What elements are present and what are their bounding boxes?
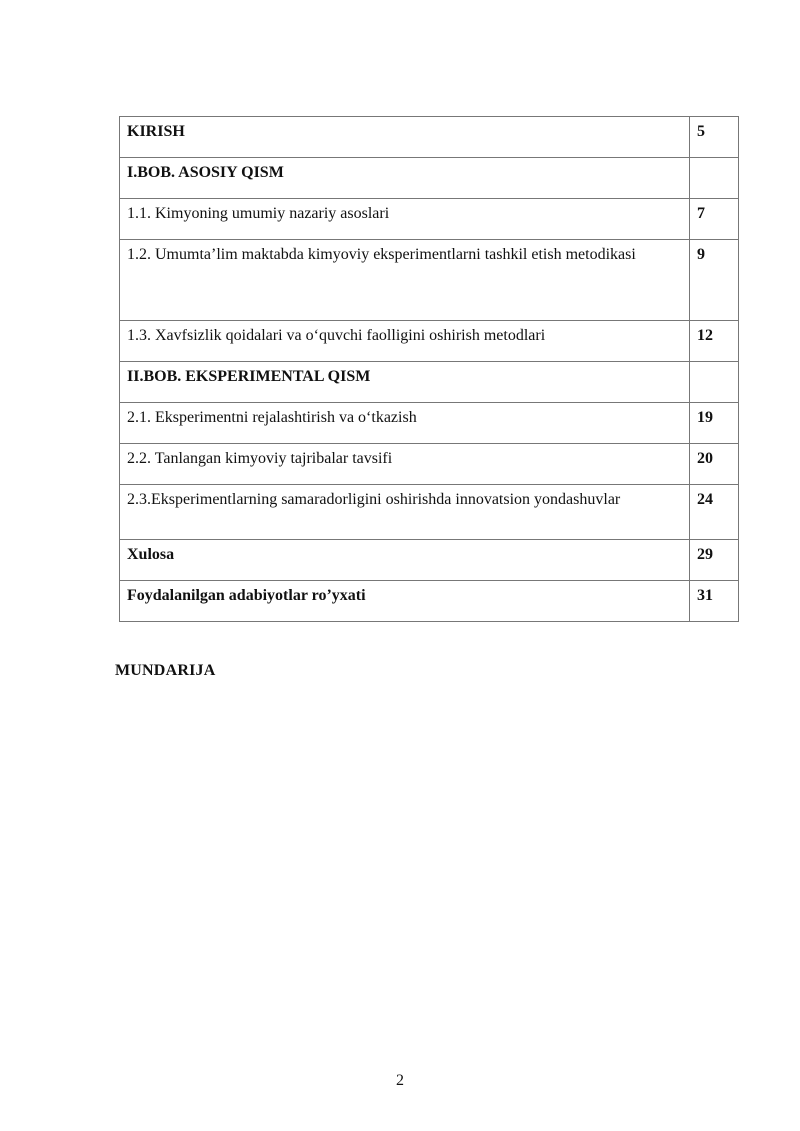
toc-row: [120, 540, 739, 581]
page-number: 2: [396, 1072, 404, 1089]
toc-title: 1.3. Xavfsizlik qoidalari va o‘quvchi faolligini oshirish metodlari: [120, 321, 690, 362]
toc-page: 9: [690, 240, 739, 321]
table-of-contents: [119, 116, 739, 622]
toc-title: 1.2. Umumta’lim maktabda kimyoviy eksperimentlarni tashkil etish metodikasi: [120, 240, 690, 321]
toc-row: [120, 403, 739, 444]
toc-row: [120, 444, 739, 485]
toc-title: Xulosa: [120, 540, 690, 581]
toc-row: [120, 362, 739, 403]
toc-title: II.BOB. EKSPERIMENTAL QISM: [120, 362, 690, 403]
toc-page: 24: [690, 485, 739, 540]
toc-title: 2.1. Eksperimentni rejalashtirish va o‘tkazish: [120, 403, 690, 444]
toc-row: [120, 321, 739, 362]
toc-page: 12: [690, 321, 739, 362]
toc-row: [120, 117, 739, 158]
toc-page: 19: [690, 403, 739, 444]
toc-page: [690, 158, 739, 199]
toc-page: 20: [690, 444, 739, 485]
toc-title: I.BOB. ASOSIY QISM: [120, 158, 690, 199]
toc-title: 1.1. Kimyoning umumiy nazariy asoslari: [120, 199, 690, 240]
toc-page: 29: [690, 540, 739, 581]
toc-row: [120, 581, 739, 622]
toc-row: [120, 485, 739, 540]
toc-page: 5: [690, 117, 739, 158]
toc-page: [690, 362, 739, 403]
toc-title: KIRISH: [120, 117, 690, 158]
toc-row: [120, 199, 739, 240]
toc-title: 2.2. Tanlangan kimyoviy tajribalar tavsifi: [120, 444, 690, 485]
toc-page: 31: [690, 581, 739, 622]
toc-row: [120, 158, 739, 199]
toc-title: Foydalanilgan adabiyotlar ro’yxati: [120, 581, 690, 622]
toc-page: 7: [690, 199, 739, 240]
section-heading: MUNDARIJA: [115, 662, 216, 679]
toc-row: [120, 240, 739, 321]
toc-title: 2.3.Eksperimentlarning samaradorligini oshirishda innovatsion yondashuvlar: [120, 485, 690, 540]
